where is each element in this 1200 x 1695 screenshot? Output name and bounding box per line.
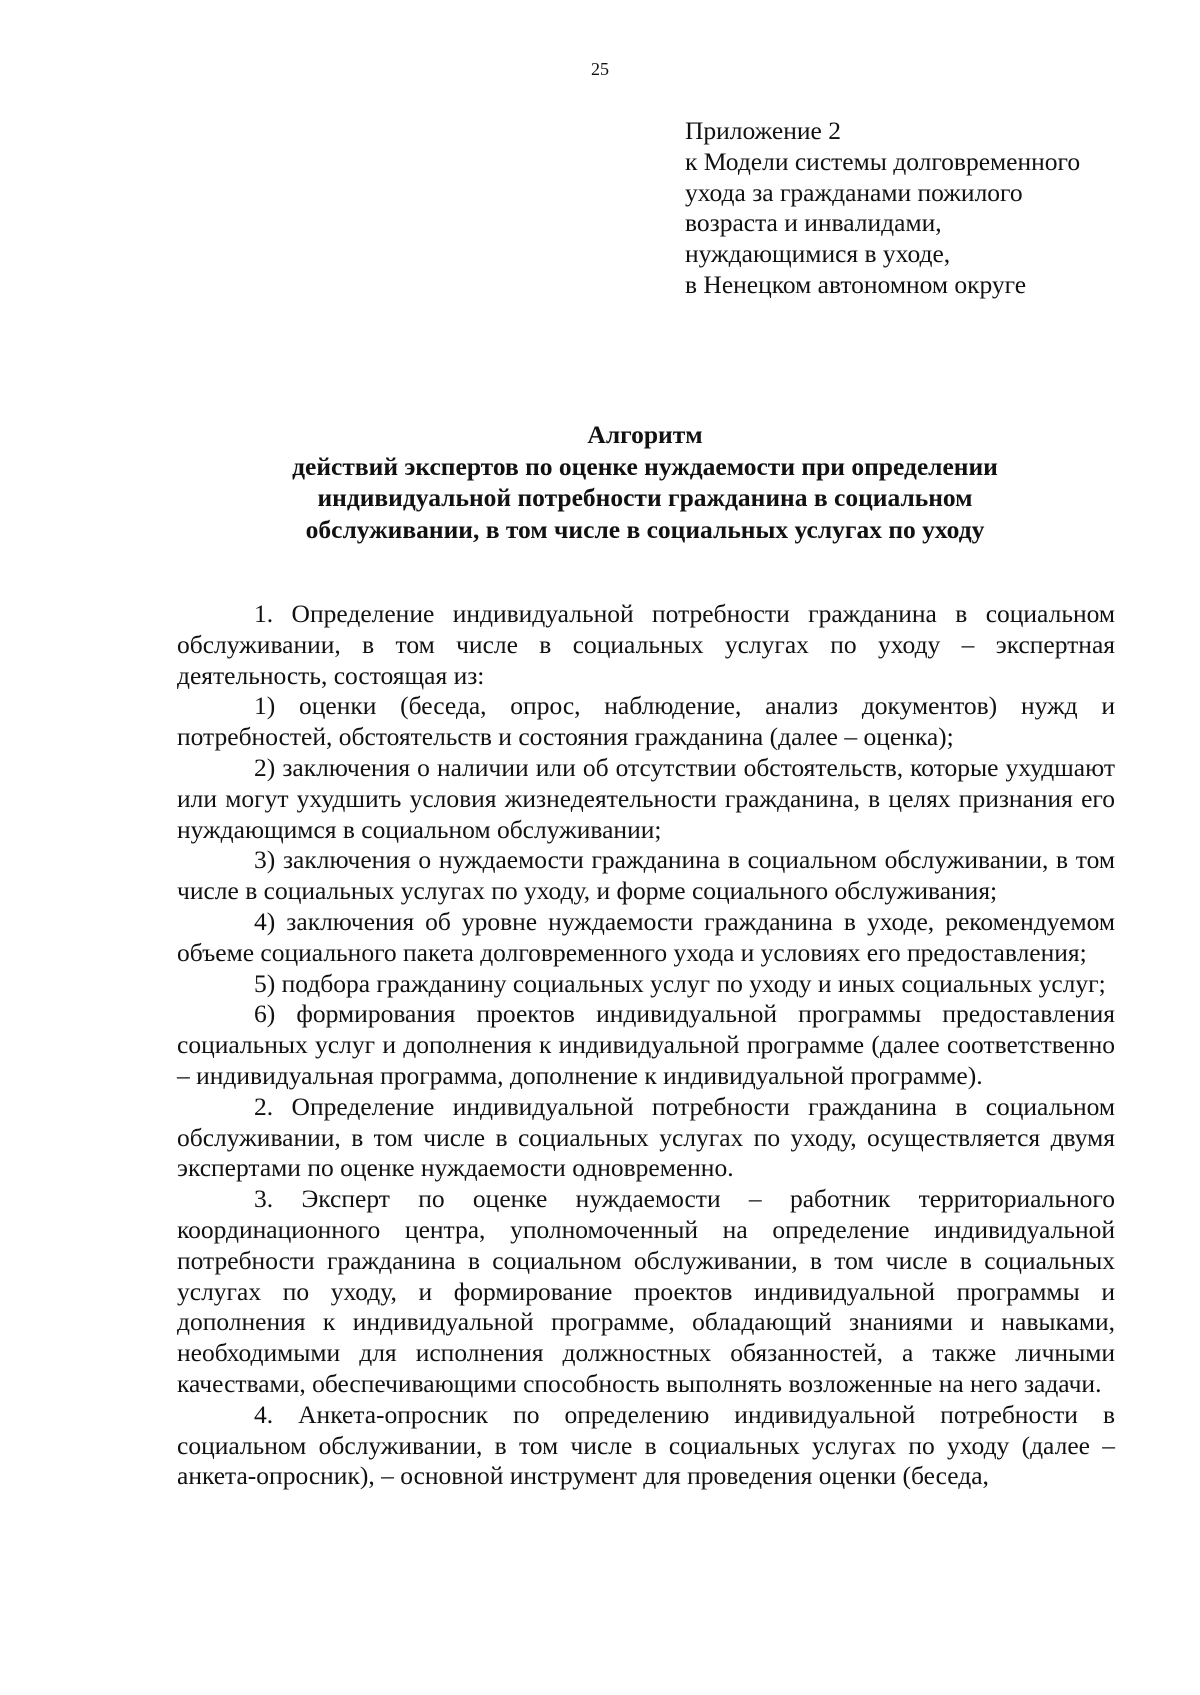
list-item-number: 5) — [254, 968, 276, 998]
list-item-number: 3) — [254, 845, 276, 875]
title-line: действий экспертов по оценке нуждаемости при определении — [292, 451, 998, 481]
list-item-number: 2) — [254, 752, 276, 782]
appendix-line: ухода за гражданами пожилого — [685, 177, 1023, 207]
title-line: Алгоритм — [587, 420, 703, 449]
title-line: обслуживании, в том числе в социальных услугах по уходу — [305, 514, 985, 544]
paragraph — [177, 599, 1115, 691]
paragraph-number: 3. — [254, 1184, 274, 1214]
paragraph-number: 1. — [254, 599, 274, 628]
appendix-line: возраста и инвалидами, — [685, 208, 942, 238]
list-item — [177, 691, 1115, 753]
list-item — [177, 999, 1115, 1091]
paragraph-text: Анкета-опросник по определению индивидуальной потребности в социальном обслуживании, в том числе в социальных услугах по уходу (далее – анкета-опросник), – основной инструмент для проведения оценки (беседа, — [177, 1399, 1115, 1491]
appendix-line: Приложение 2 — [685, 116, 841, 145]
paragraph-number: 2. — [254, 1091, 274, 1121]
list-item — [177, 845, 1115, 907]
list-item-text: заключения о нуждаемости гражданина в социальном обслуживании, в том числе в социальных услугах по уходу, и форме социального обслуживания; — [177, 845, 1115, 906]
paragraph — [177, 1400, 1115, 1492]
paragraph-number: 4. — [254, 1399, 274, 1429]
paragraph-text: Определение индивидуальной потребности гражданина в социальном обслуживании, в том числе в социальных услугах по уходу, осуществляется двумя экспертами по оценке нуждаемости одновременно. — [177, 1091, 1115, 1183]
list-item-text: заключения об уровне нуждаемости гражданина в уходе, рекомендуемом объеме социального пакета долговременного ухода и условиях его предоставления; — [177, 906, 1115, 967]
list-item-number: 1) — [254, 691, 276, 721]
paragraph — [177, 1092, 1115, 1184]
page-number: 25 — [591, 59, 609, 79]
list-item — [177, 907, 1115, 969]
paragraph-text: Эксперт по оценке нуждаемости – работник территориального координационного центра, уполномоченный на определение индивидуальной потребности гражданина в социальном обслуживании, в том числе в социальных услугах по уходу, и формирование проектов индивидуальной программы и дополнения к индивидуальной программе, обладающий знаниями и навыками, необходимыми для исполнения должностных обязанностей, а также личными качествами, обеспечивающими способность выполнять возложенные на него задачи. — [177, 1184, 1116, 1398]
paragraph-text: Определение индивидуальной потребности гражданина в социальном обслуживании, в том числе в социальных услугах по уходу – экспертная деятельность, состоящая из: — [177, 599, 1115, 690]
document-body — [177, 599, 1115, 1492]
appendix-line: в Ненецком автономном округе — [685, 269, 1027, 299]
appendix-line: к Модели системы долговременного — [685, 146, 1081, 176]
paragraph — [177, 1184, 1115, 1400]
list-item-number: 6) — [254, 999, 276, 1029]
appendix-header — [685, 116, 1165, 301]
document-title — [170, 419, 1120, 545]
appendix-line: нуждающимися в уходе, — [685, 239, 951, 269]
list-item — [177, 753, 1115, 845]
list-item-text: подбора гражданину социальных услуг по уходу и иных социальных услуг; — [281, 968, 1106, 998]
list-item-text: заключения о наличии или об отсутствии обстоятельств, которые ухудшают или могут ухудшить условия жизнедеятельности гражданина, в целях признания его нуждающимся в социальном обслуживании; — [177, 752, 1115, 844]
list-item — [177, 969, 1115, 1000]
list-item-text: оценки (беседа, опрос, наблюдение, анализ документов) нужд и потребностей, обстоятельств и состояния гражданина (далее – оценка); — [177, 691, 1115, 752]
title-line: индивидуальной потребности гражданина в социальном — [317, 483, 973, 512]
list-item-text: формирования проектов индивидуальной программы предоставления социальных услуг и дополнения к индивидуальной программе (далее соответственно – индивидуальная программа, дополнение к индивидуальной программе). — [177, 999, 1116, 1090]
list-item-number: 4) — [254, 906, 276, 936]
